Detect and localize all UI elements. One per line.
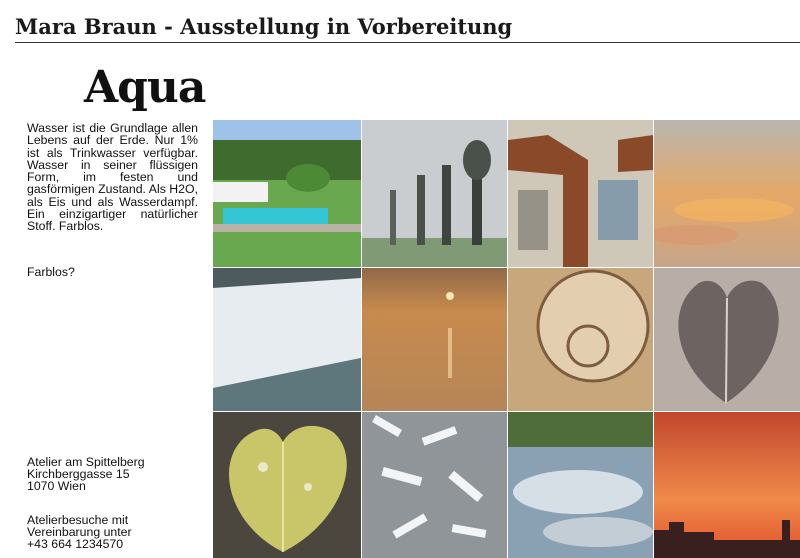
page-header-title: Mara Braun - Ausstellung in Vorbereitung xyxy=(15,14,513,39)
visit-info-block xyxy=(27,515,132,550)
glass-bowl-photo[interactable] xyxy=(508,268,653,411)
waterfall-photo[interactable] xyxy=(213,268,361,411)
question-text: Farblos? xyxy=(27,265,75,279)
pool-garden-photo[interactable] xyxy=(213,120,361,267)
phone-number: +43 664 1234570 xyxy=(27,536,124,551)
orange-sky-silhouette-photo[interactable] xyxy=(654,412,800,558)
frost-leaf-photo[interactable] xyxy=(654,268,800,411)
address-line: Atelier am Spittelberg xyxy=(27,455,145,469)
visit-line: Atelierbesuche mit xyxy=(27,513,129,527)
sunset-clouds-photo[interactable] xyxy=(654,120,800,267)
lake-reflection-photo[interactable] xyxy=(508,412,653,558)
photo-gallery xyxy=(213,120,800,558)
address-line: 1070 Wien xyxy=(27,478,86,493)
foggy-trees-photo[interactable] xyxy=(362,120,507,267)
mosaic-photo[interactable] xyxy=(508,120,653,267)
visit-line: Vereinbarung unter xyxy=(27,524,132,539)
header-divider xyxy=(15,42,800,43)
misty-sunrise-lake-photo[interactable] xyxy=(362,268,507,411)
wet-leaf-photo[interactable] xyxy=(213,412,361,558)
address-block xyxy=(27,457,145,492)
address-line: Kirchberggasse 15 xyxy=(27,466,130,481)
page-title: Aqua xyxy=(84,62,206,113)
hoarfrost-ice-photo[interactable] xyxy=(362,412,507,558)
intro-text: Wasser ist die Grundlage allen Lebens auf der Erde. Nur 1% ist als Trinkwasser verfügbar. Wasser in seiner flüssigen Form, im festen und gasförmigen Zustand. Als H2O, als Eis und als Wasserdampf. Ein einzigartiger natürlicher Stoff. Farblos. xyxy=(27,121,198,234)
